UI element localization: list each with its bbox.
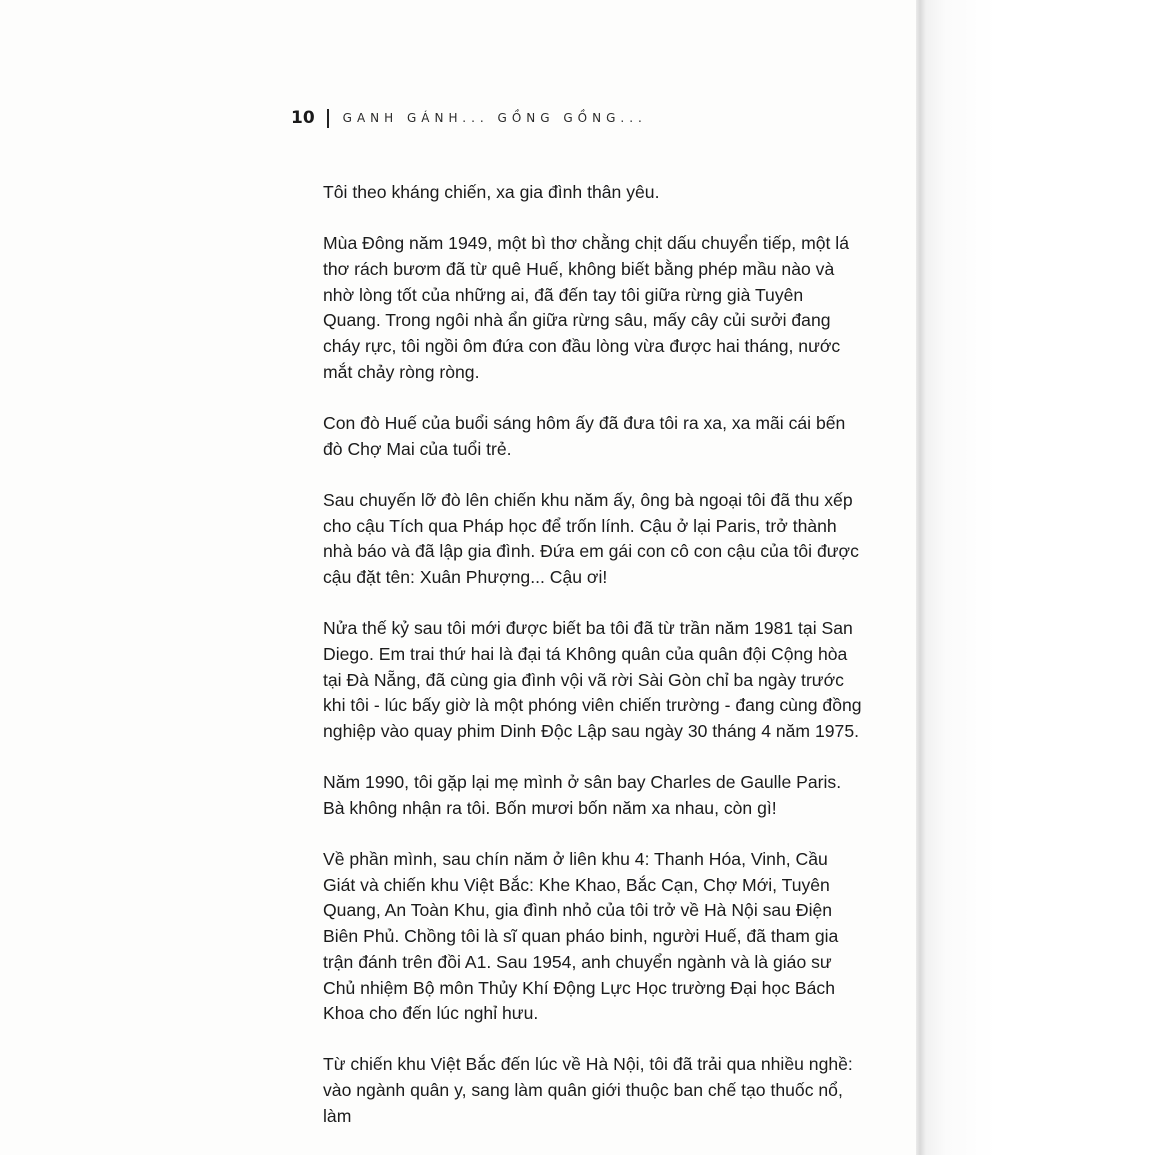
paragraph: Mùa Đông năm 1949, một bì thơ chằng chịt dấu chuyển tiếp, một lá thơ rách bươm đã từ quê Huế, không biết bằng phép mầu nào và nhờ lòng tốt của những ai, đã đến tay tôi giữa rừng già Tuyên Quang. Trong ngôi nhà ẩn giữa rừng sâu, mấy cây củi sưởi đang cháy rực, tôi ngồi ôm đứa con đầu lòng vừa được hai tháng, nước mắt chảy ròng ròng.	[323, 233, 849, 382]
header-divider	[327, 109, 329, 128]
page-gutter-shadow	[916, 0, 1154, 1155]
paragraph: Sau chuyến lỡ đò lên chiến khu năm ấy, ông bà ngoại tôi đã thu xếp cho cậu Tích qua Pháp học để trốn lính. Cậu ở lại Paris, trở thành nhà báo và đã lập gia đình. Đứa em gái con cô con cậu của tôi được cậu đặt tên: Xuân Phượng... Cậu ơi!	[323, 489, 859, 587]
paragraph: Con đò Huế của buổi sáng hôm ấy đã đưa tôi ra xa, xa mãi cái bến đò Chợ Mai của tuổi trẻ.	[323, 412, 846, 459]
paragraph: Nửa thế kỷ sau tôi mới được biết ba tôi đã từ trần năm 1981 tại San Diego. Em trai thứ hai là đại tá Không quân của quân đội Cộng hòa tại Đà Nẵng, đã cùng gia đình vội vã rời Sài Gòn chỉ ba ngày trước khi tôi - lúc bấy giờ là một phóng viên chiến trường - đang cùng đồng nghiệp vào quay phim Dinh Độc Lập sau ngày 30 tháng 4 năm 1975.	[323, 618, 862, 741]
running-header	[291, 104, 647, 132]
paragraph: Từ chiến khu Việt Bắc đến lúc về Hà Nội, tôi đã trải qua nhiều nghề: vào ngành quân y, sang làm quân giới thuộc ban chế tạo thuốc nổ, làm	[323, 1054, 853, 1126]
book-title: GANH GÁNH... GỒNG GỒNG...	[342, 111, 647, 125]
paragraph: Năm 1990, tôi gặp lại mẹ mình ở sân bay Charles de Gaulle Paris. Bà không nhận ra tôi. Bốn mươi bốn năm xa nhau, còn gì!	[323, 772, 842, 818]
page-number: 10	[291, 108, 315, 128]
paragraph: Về phần mình, sau chín năm ở liên khu 4: Thanh Hóa, Vinh, Cầu Giát và chiến khu Việt Bắc: Khe Khao, Bắc Cạn, Chợ Mới, Tuyên Quang, An Toàn Khu, gia đình nhỏ của tôi trở về Hà Nội sau Điện Biên Phủ. Chồng tôi là sĩ quan pháo binh, người Huế, đã tham gia trận đánh trên đồi A1. Sau 1954, anh chuyển ngành và là giáo sư Chủ nhiệm Bộ môn Thủy Khí Động Lực Học trường Đại học Bách Khoa cho đến lúc nghỉ hưu.	[323, 849, 839, 1024]
paragraph: Tôi theo kháng chiến, xa gia đình thân yêu.	[323, 182, 660, 202]
body-text	[323, 180, 863, 1155]
